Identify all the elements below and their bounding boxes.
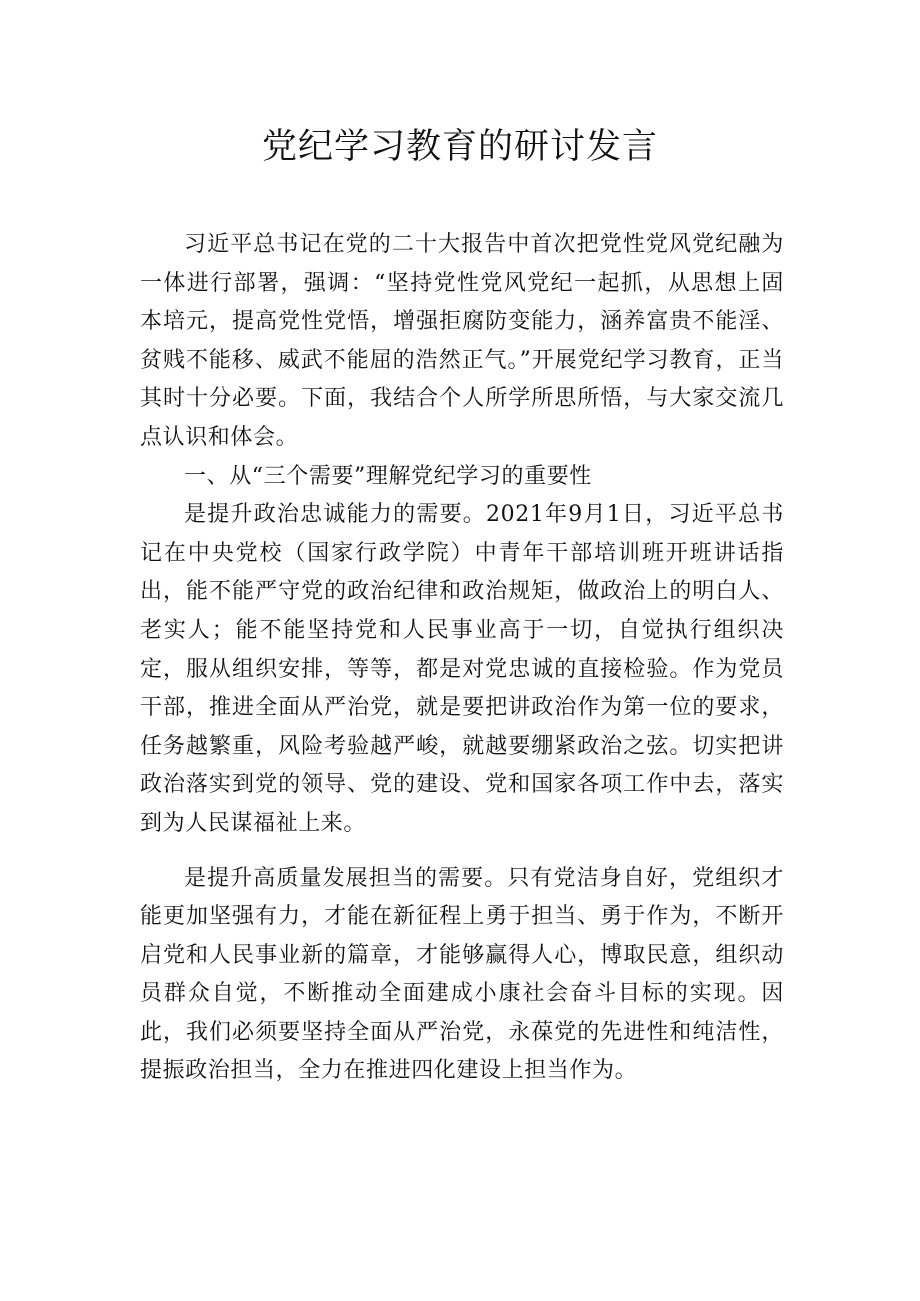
section-heading: 一、从“三个需要”理解党纪学习的重要性 <box>184 463 592 489</box>
document-body <box>140 226 784 1091</box>
paragraph-spacer <box>140 844 784 860</box>
intro-paragraph: 习近平总书记在党的二十大报告中首次把党性党风党纪融为一体进行部署，强调：“坚持党性党风党纪一起抓，从思想上固本培元，提高党性党悟，增强拒腐防变能力，涵养富贵不能淫、贫贱不能移、威武不能屈的浩然正气。”开展党纪学习教育，正当其时十分必要。下面，我结合个人所学所思所悟，与大家交流几点认识和体会。 <box>140 232 784 450</box>
body-paragraph-high-quality-development: 是提升高质量发展担当的需要。只有党洁身自好，党组织才能更加坚强有力，才能在新征程上勇于担当、勇于作为，不断开启党和人民事业新的篇章，才能够赢得人心，博取民意，组织动员群众自觉，不断推动全面建成小康社会奋斗目标的实现。因此，我们必须要坚持全面从严治党，永葆党的先进性和纯洁性，提振政治担当，全力在推进四化建设上担当作为。 <box>140 865 784 1084</box>
document-title: 党纪学习教育的研讨发言 <box>261 127 658 167</box>
body-paragraph-political-loyalty: 是提升政治忠诚能力的需要。2021年9月1日，习近平总书记在中央党校（国家行政学院）中青年干部培训班开班讲话指出，能不能严守党的政治纪律和政治规矩，做政治上的明白人、老实人；能不能坚持党和人民事业高于一切，自觉执行组织决定，服从组织安排，等等，都是对党忠诚的直接检验。作为党员干部，推进全面从严治党，就是要把讲政治作为第一位的要求，任务越繁重，风险考验越严峻，就越要绷紧政治之弦。切实把讲政治落实到党的领导、党的建设、党和国家各项工作中去，落实到为人民谋福祉上来。 <box>140 502 784 836</box>
